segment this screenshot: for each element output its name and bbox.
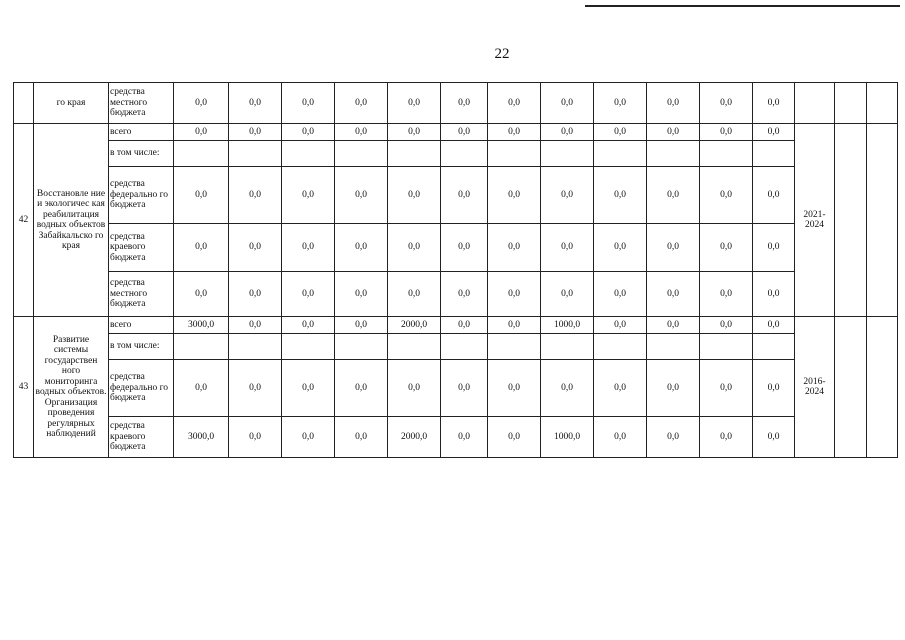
value-cell: 0,0 — [647, 317, 700, 334]
value-cell: 0,0 — [174, 83, 229, 124]
value-cell: 0,0 — [753, 83, 795, 124]
empty-cell — [867, 83, 898, 124]
value-cell: 0,0 — [282, 83, 335, 124]
table-row — [14, 83, 898, 124]
period-cell: 2021-2024 — [795, 124, 835, 317]
value-cell: 0,0 — [753, 317, 795, 334]
value-cell: 0,0 — [335, 224, 388, 272]
value-cell: 0,0 — [229, 167, 282, 224]
value-cell — [335, 334, 388, 360]
value-cell: 0,0 — [229, 224, 282, 272]
value-cell: 2000,0 — [388, 317, 441, 334]
value-cell: 0,0 — [441, 167, 488, 224]
funding-source-cell: в том числе: — [109, 334, 174, 360]
value-cell: 0,0 — [488, 167, 541, 224]
empty-cell — [835, 83, 867, 124]
value-cell: 0,0 — [174, 360, 229, 417]
value-cell — [594, 334, 647, 360]
value-cell: 0,0 — [647, 167, 700, 224]
value-cell: 0,0 — [700, 417, 753, 458]
value-cell: 0,0 — [753, 417, 795, 458]
value-cell: 0,0 — [441, 272, 488, 317]
table-row — [14, 272, 898, 317]
value-cell — [441, 141, 488, 167]
value-cell — [541, 141, 594, 167]
value-cell: 0,0 — [753, 224, 795, 272]
funding-source-cell: всего — [109, 317, 174, 334]
value-cell — [229, 334, 282, 360]
funding-source-cell: средства федерально го бюджета — [109, 360, 174, 417]
value-cell — [335, 141, 388, 167]
value-cell: 0,0 — [700, 167, 753, 224]
value-cell: 0,0 — [229, 417, 282, 458]
period-cell — [795, 83, 835, 124]
value-cell: 0,0 — [174, 272, 229, 317]
value-cell: 2000,0 — [388, 417, 441, 458]
funding-source-cell: средства краевого бюджета — [109, 224, 174, 272]
value-cell: 0,0 — [335, 167, 388, 224]
value-cell: 0,0 — [594, 167, 647, 224]
value-cell: 0,0 — [282, 124, 335, 141]
value-cell: 0,0 — [647, 417, 700, 458]
value-cell: 0,0 — [488, 272, 541, 317]
value-cell: 0,0 — [753, 124, 795, 141]
funding-source-cell: в том числе: — [109, 141, 174, 167]
value-cell: 0,0 — [700, 124, 753, 141]
empty-cell — [835, 124, 867, 317]
value-cell: 0,0 — [488, 317, 541, 334]
value-cell: 0,0 — [594, 83, 647, 124]
period-cell: 2016-2024 — [795, 317, 835, 458]
funding-source-cell: средства местного бюджета — [109, 83, 174, 124]
empty-cell — [867, 317, 898, 458]
value-cell: 0,0 — [335, 272, 388, 317]
value-cell: 0,0 — [541, 124, 594, 141]
table-row — [14, 167, 898, 224]
value-cell — [441, 334, 488, 360]
value-cell: 0,0 — [647, 360, 700, 417]
value-cell: 0,0 — [647, 124, 700, 141]
table-row — [14, 360, 898, 417]
value-cell: 0,0 — [282, 224, 335, 272]
value-cell: 0,0 — [541, 360, 594, 417]
value-cell — [594, 141, 647, 167]
value-cell: 0,0 — [174, 167, 229, 224]
value-cell: 0,0 — [700, 224, 753, 272]
value-cell: 0,0 — [647, 272, 700, 317]
value-cell: 0,0 — [229, 124, 282, 141]
value-cell — [700, 334, 753, 360]
value-cell: 0,0 — [335, 360, 388, 417]
value-cell — [647, 141, 700, 167]
value-cell — [282, 334, 335, 360]
value-cell: 1000,0 — [541, 317, 594, 334]
value-cell — [647, 334, 700, 360]
measure-name-cell: го края — [34, 83, 109, 124]
value-cell: 0,0 — [488, 360, 541, 417]
value-cell: 0,0 — [700, 317, 753, 334]
value-cell: 0,0 — [441, 224, 488, 272]
value-cell: 0,0 — [594, 317, 647, 334]
value-cell: 0,0 — [594, 417, 647, 458]
table-row — [14, 124, 898, 141]
table-row — [14, 224, 898, 272]
budget-table — [13, 82, 898, 458]
value-cell: 0,0 — [541, 83, 594, 124]
value-cell: 0,0 — [174, 224, 229, 272]
value-cell — [388, 141, 441, 167]
value-cell: 0,0 — [488, 417, 541, 458]
value-cell: 0,0 — [388, 224, 441, 272]
value-cell: 0,0 — [335, 83, 388, 124]
row-number-cell — [14, 83, 34, 124]
value-cell: 0,0 — [388, 124, 441, 141]
value-cell: 0,0 — [541, 224, 594, 272]
table-row — [14, 334, 898, 360]
table-row — [14, 417, 898, 458]
funding-source-cell: средства федерально го бюджета — [109, 167, 174, 224]
value-cell: 0,0 — [388, 360, 441, 417]
value-cell — [488, 334, 541, 360]
value-cell: 0,0 — [541, 167, 594, 224]
value-cell: 0,0 — [753, 360, 795, 417]
value-cell: 0,0 — [700, 360, 753, 417]
value-cell — [174, 141, 229, 167]
value-cell: 0,0 — [335, 317, 388, 334]
value-cell — [388, 334, 441, 360]
value-cell: 0,0 — [388, 272, 441, 317]
value-cell: 0,0 — [229, 360, 282, 417]
value-cell: 0,0 — [229, 272, 282, 317]
measure-name-cell: Восстановле ние и экологичес кая реабилитация водных объектов Забайкальско го края — [34, 124, 109, 317]
value-cell: 0,0 — [647, 224, 700, 272]
funding-source-cell: всего — [109, 124, 174, 141]
value-cell: 0,0 — [335, 417, 388, 458]
value-cell: 0,0 — [647, 83, 700, 124]
measure-name-cell: Развитие системы государствен ного мониторинга водных объектов. Организация проведения регулярных наблюдений — [34, 317, 109, 458]
value-cell: 0,0 — [388, 167, 441, 224]
value-cell: 0,0 — [700, 83, 753, 124]
value-cell: 0,0 — [229, 83, 282, 124]
value-cell — [700, 141, 753, 167]
row-number-cell: 42 — [14, 124, 34, 317]
value-cell: 0,0 — [441, 124, 488, 141]
value-cell — [753, 334, 795, 360]
value-cell — [229, 141, 282, 167]
value-cell: 0,0 — [488, 224, 541, 272]
value-cell: 0,0 — [282, 417, 335, 458]
value-cell: 0,0 — [282, 167, 335, 224]
value-cell — [488, 141, 541, 167]
table-row — [14, 317, 898, 334]
empty-cell — [867, 124, 898, 317]
value-cell: 0,0 — [441, 317, 488, 334]
value-cell: 1000,0 — [541, 417, 594, 458]
value-cell: 0,0 — [441, 417, 488, 458]
header-rule — [585, 5, 900, 7]
page-number: 22 — [494, 46, 510, 62]
value-cell: 0,0 — [488, 124, 541, 141]
value-cell — [753, 141, 795, 167]
value-cell: 0,0 — [594, 124, 647, 141]
value-cell: 0,0 — [441, 360, 488, 417]
value-cell: 0,0 — [229, 317, 282, 334]
funding-source-cell: средства краевого бюджета — [109, 417, 174, 458]
empty-cell — [835, 317, 867, 458]
value-cell: 0,0 — [388, 83, 441, 124]
value-cell: 0,0 — [594, 224, 647, 272]
value-cell: 0,0 — [441, 83, 488, 124]
value-cell — [282, 141, 335, 167]
table-row — [14, 141, 898, 167]
value-cell: 0,0 — [541, 272, 594, 317]
funding-source-cell: средства местного бюджета — [109, 272, 174, 317]
value-cell: 0,0 — [335, 124, 388, 141]
value-cell: 0,0 — [282, 360, 335, 417]
value-cell: 0,0 — [753, 167, 795, 224]
value-cell — [541, 334, 594, 360]
value-cell: 0,0 — [282, 317, 335, 334]
value-cell: 0,0 — [488, 83, 541, 124]
value-cell: 0,0 — [282, 272, 335, 317]
value-cell: 3000,0 — [174, 317, 229, 334]
value-cell: 0,0 — [174, 124, 229, 141]
value-cell: 0,0 — [753, 272, 795, 317]
value-cell — [174, 334, 229, 360]
value-cell: 0,0 — [700, 272, 753, 317]
row-number-cell: 43 — [14, 317, 34, 458]
value-cell: 0,0 — [594, 272, 647, 317]
value-cell: 3000,0 — [174, 417, 229, 458]
value-cell: 0,0 — [594, 360, 647, 417]
